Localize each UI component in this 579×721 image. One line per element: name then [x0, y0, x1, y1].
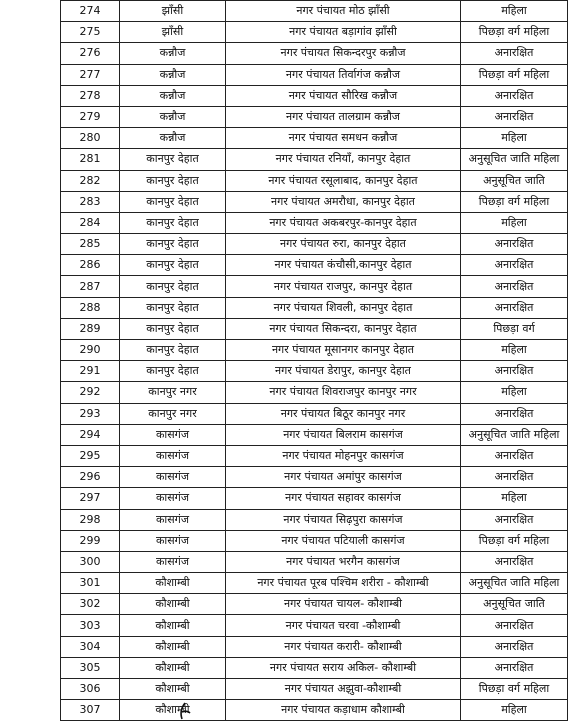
table-row [61, 276, 568, 297]
table-row [61, 318, 568, 339]
reservation-category-cell: पिछड़ा वर्ग [461, 318, 568, 339]
serial-number-cell: 298 [61, 509, 120, 530]
nagar-panchayat-cell: नगर पंचायत सिकन्दरपुर कन्नौज [226, 43, 461, 64]
district-cell: कासगंज [120, 488, 226, 509]
serial-number-cell: 306 [61, 679, 120, 700]
serial-number-cell: 275 [61, 22, 120, 43]
nagar-panchayat-cell: नगर पंचायत कड़ाधाम कौशाम्बी [226, 700, 461, 721]
nagar-panchayat-cell: नगर पंचायत राजपुर, कानपुर देहात [226, 276, 461, 297]
serial-number-cell: 278 [61, 85, 120, 106]
serial-number-cell: 297 [61, 488, 120, 509]
nagar-panchayat-cell: नगर पंचायत चरवा -कौशाम्बी [226, 615, 461, 636]
reservation-category-cell: महिला [461, 488, 568, 509]
table-row [61, 445, 568, 466]
serial-number-cell: 299 [61, 530, 120, 551]
serial-number-cell: 304 [61, 636, 120, 657]
reservation-category-cell: अनारक्षित [461, 615, 568, 636]
nagar-panchayat-cell: नगर पंचायत करारी- कौशाम्बी [226, 636, 461, 657]
serial-number-cell: 276 [61, 43, 120, 64]
nagar-panchayat-cell: नगर पंचायत सिढ़पुरा कासगंज [226, 509, 461, 530]
district-cell: कौशाम्बी [120, 594, 226, 615]
nagar-panchayat-cell: नगर पंचायत पटियाली कासगंज [226, 530, 461, 551]
reservation-table [60, 0, 568, 721]
district-cell: कानपुर देहात [120, 191, 226, 212]
district-cell: कासगंज [120, 424, 226, 445]
reservation-category-cell: अनारक्षित [461, 276, 568, 297]
table-row [61, 149, 568, 170]
reservation-category-cell: पिछड़ा वर्ग महिला [461, 191, 568, 212]
nagar-panchayat-cell: नगर पंचायत चायल- कौशाम्बी [226, 594, 461, 615]
district-cell: कासगंज [120, 509, 226, 530]
district-cell: कन्नौज [120, 64, 226, 85]
table-row [61, 573, 568, 594]
table-row [61, 255, 568, 276]
serial-number-cell: 292 [61, 382, 120, 403]
reservation-category-cell: अनुसूचित जाति महिला [461, 573, 568, 594]
district-cell: कानपुर देहात [120, 276, 226, 297]
table-row [61, 467, 568, 488]
district-cell: झाँसी [120, 22, 226, 43]
nagar-panchayat-cell: नगर पंचायत तालग्राम कन्नौज [226, 106, 461, 127]
nagar-panchayat-cell: नगर पंचायत बिलराम कासगंज [226, 424, 461, 445]
table-row [61, 403, 568, 424]
table-row [61, 424, 568, 445]
reservation-category-cell: अनारक्षित [461, 636, 568, 657]
signature-mark [176, 702, 192, 720]
serial-number-cell: 277 [61, 64, 120, 85]
table-row [61, 234, 568, 255]
nagar-panchayat-cell: नगर पंचायत सिकन्दरा, कानपुर देहात [226, 318, 461, 339]
district-cell: कन्नौज [120, 43, 226, 64]
serial-number-cell: 296 [61, 467, 120, 488]
reservation-category-cell: महिला [461, 340, 568, 361]
reservation-category-cell: अनारक्षित [461, 657, 568, 678]
district-cell: कौशाम्बी [120, 615, 226, 636]
table-row [61, 509, 568, 530]
reservation-category-cell: महिला [461, 1, 568, 22]
district-cell: कानपुर देहात [120, 255, 226, 276]
district-cell: कौशाम्बी [120, 700, 226, 721]
serial-number-cell: 274 [61, 1, 120, 22]
nagar-panchayat-cell: नगर पंचायत रसूलाबाद, कानपुर देहात [226, 170, 461, 191]
reservation-category-cell: अनारक्षित [461, 467, 568, 488]
reservation-category-cell: अनुसूचित जाति [461, 594, 568, 615]
serial-number-cell: 279 [61, 106, 120, 127]
serial-number-cell: 288 [61, 297, 120, 318]
district-cell: कानपुर देहात [120, 340, 226, 361]
serial-number-cell: 290 [61, 340, 120, 361]
table-row [61, 64, 568, 85]
nagar-panchayat-cell: नगर पंचायत शिवराजपुर कानपुर नगर [226, 382, 461, 403]
reservation-category-cell: अनारक्षित [461, 234, 568, 255]
serial-number-cell: 283 [61, 191, 120, 212]
district-cell: कानपुर देहात [120, 297, 226, 318]
table-row [61, 191, 568, 212]
district-cell: कन्नौज [120, 106, 226, 127]
table-row [61, 297, 568, 318]
serial-number-cell: 293 [61, 403, 120, 424]
serial-number-cell: 307 [61, 700, 120, 721]
table-row [61, 551, 568, 572]
table-row [61, 679, 568, 700]
reservation-category-cell: अनारक्षित [461, 43, 568, 64]
nagar-panchayat-cell: नगर पंचायत डेरापुर, कानपुर देहात [226, 361, 461, 382]
reservation-category-cell: महिला [461, 212, 568, 233]
serial-number-cell: 286 [61, 255, 120, 276]
nagar-panchayat-cell: नगर पंचायत सहावर कासगंज [226, 488, 461, 509]
serial-number-cell: 301 [61, 573, 120, 594]
serial-number-cell: 295 [61, 445, 120, 466]
serial-number-cell: 300 [61, 551, 120, 572]
reservation-category-cell: महिला [461, 382, 568, 403]
reservation-category-cell: अनुसूचित जाति महिला [461, 424, 568, 445]
district-cell: कानपुर नगर [120, 382, 226, 403]
nagar-panchayat-cell: नगर पंचायत अकबरपुर-कानपुर देहात [226, 212, 461, 233]
district-cell: कानपुर देहात [120, 361, 226, 382]
serial-number-cell: 287 [61, 276, 120, 297]
reservation-category-cell: अनारक्षित [461, 445, 568, 466]
serial-number-cell: 281 [61, 149, 120, 170]
nagar-panchayat-cell: नगर पंचायत भरगैन कासगंज [226, 551, 461, 572]
reservation-table-body [61, 1, 568, 721]
serial-number-cell: 289 [61, 318, 120, 339]
nagar-panchayat-cell: नगर पंचायत समधन कन्नौज [226, 128, 461, 149]
table-row [61, 700, 568, 721]
district-cell: कासगंज [120, 467, 226, 488]
table-row [61, 488, 568, 509]
nagar-panchayat-cell: नगर पंचायत कंचौसी,कानपुर देहात [226, 255, 461, 276]
table-row [61, 340, 568, 361]
serial-number-cell: 303 [61, 615, 120, 636]
district-cell: कानपुर नगर [120, 403, 226, 424]
nagar-panchayat-cell: नगर पंचायत शिवली, कानपुर देहात [226, 297, 461, 318]
district-cell: कौशाम्बी [120, 657, 226, 678]
table-row [61, 106, 568, 127]
nagar-panchayat-cell: नगर पंचायत अमांपुर कासगंज [226, 467, 461, 488]
table-row [61, 657, 568, 678]
table-row [61, 361, 568, 382]
nagar-panchayat-cell: नगर पंचायत मोहनपुर कासगंज [226, 445, 461, 466]
nagar-panchayat-cell: नगर पंचायत अमरौधा, कानपुर देहात [226, 191, 461, 212]
district-cell: कानपुर देहात [120, 212, 226, 233]
table-row [61, 212, 568, 233]
district-cell: कानपुर देहात [120, 149, 226, 170]
table-row [61, 594, 568, 615]
nagar-panchayat-cell: नगर पंचायत सौरिख कन्नौज [226, 85, 461, 106]
table-row [61, 636, 568, 657]
reservation-category-cell: पिछड़ा वर्ग महिला [461, 64, 568, 85]
serial-number-cell: 305 [61, 657, 120, 678]
district-cell: कौशाम्बी [120, 679, 226, 700]
reservation-category-cell: महिला [461, 128, 568, 149]
reservation-category-cell: पिछड़ा वर्ग महिला [461, 530, 568, 551]
reservation-category-cell: अनुसूचित जाति महिला [461, 149, 568, 170]
reservation-category-cell: अनारक्षित [461, 297, 568, 318]
district-cell: कानपुर देहात [120, 318, 226, 339]
reservation-category-cell: अनारक्षित [461, 361, 568, 382]
serial-number-cell: 282 [61, 170, 120, 191]
reservation-category-cell: अनारक्षित [461, 85, 568, 106]
nagar-panchayat-cell: नगर पंचायत रनियाँ, कानपुर देहात [226, 149, 461, 170]
nagar-panchayat-cell: नगर पंचायत मोठ झाँसी [226, 1, 461, 22]
nagar-panchayat-cell: नगर पंचायत बड़ागांव झाँसी [226, 22, 461, 43]
reservation-category-cell: महिला [461, 700, 568, 721]
nagar-panchayat-cell: नगर पंचायत पूरब पश्चिम शरीरा - कौशाम्बी [226, 573, 461, 594]
nagar-panchayat-cell: नगर पंचायत अझुवा-कौशाम्बी [226, 679, 461, 700]
reservation-category-cell: पिछड़ा वर्ग महिला [461, 22, 568, 43]
district-cell: कन्नौज [120, 85, 226, 106]
table-row [61, 22, 568, 43]
reservation-category-cell: अनारक्षित [461, 551, 568, 572]
reservation-category-cell: पिछड़ा वर्ग महिला [461, 679, 568, 700]
reservation-category-cell: अनारक्षित [461, 403, 568, 424]
table-row [61, 615, 568, 636]
district-cell: कासगंज [120, 551, 226, 572]
district-cell: कासगंज [120, 445, 226, 466]
nagar-panchayat-cell: नगर पंचायत रुरा, कानपुर देहात [226, 234, 461, 255]
district-cell: झाँसी [120, 1, 226, 22]
table-row [61, 1, 568, 22]
district-cell: कन्नौज [120, 128, 226, 149]
district-cell: कानपुर देहात [120, 170, 226, 191]
reservation-category-cell: अनुसूचित जाति [461, 170, 568, 191]
nagar-panchayat-cell: नगर पंचायत बिठूर कानपुर नगर [226, 403, 461, 424]
serial-number-cell: 291 [61, 361, 120, 382]
district-cell: कानपुर देहात [120, 234, 226, 255]
nagar-panchayat-cell: नगर पंचायत तिर्वागंज कन्नौज [226, 64, 461, 85]
district-cell: कौशाम्बी [120, 636, 226, 657]
reservation-category-cell: अनारक्षित [461, 255, 568, 276]
serial-number-cell: 284 [61, 212, 120, 233]
serial-number-cell: 302 [61, 594, 120, 615]
reservation-category-cell: अनारक्षित [461, 509, 568, 530]
table-row [61, 43, 568, 64]
table-row [61, 382, 568, 403]
table-row [61, 85, 568, 106]
table-row [61, 170, 568, 191]
table-row [61, 128, 568, 149]
district-cell: कौशाम्बी [120, 573, 226, 594]
serial-number-cell: 294 [61, 424, 120, 445]
district-cell: कासगंज [120, 530, 226, 551]
nagar-panchayat-cell: नगर पंचायत सराय अकिल- कौशाम्बी [226, 657, 461, 678]
nagar-panchayat-cell: नगर पंचायत मूसानगर कानपुर देहात [226, 340, 461, 361]
table-row [61, 530, 568, 551]
serial-number-cell: 280 [61, 128, 120, 149]
serial-number-cell: 285 [61, 234, 120, 255]
reservation-category-cell: अनारक्षित [461, 106, 568, 127]
